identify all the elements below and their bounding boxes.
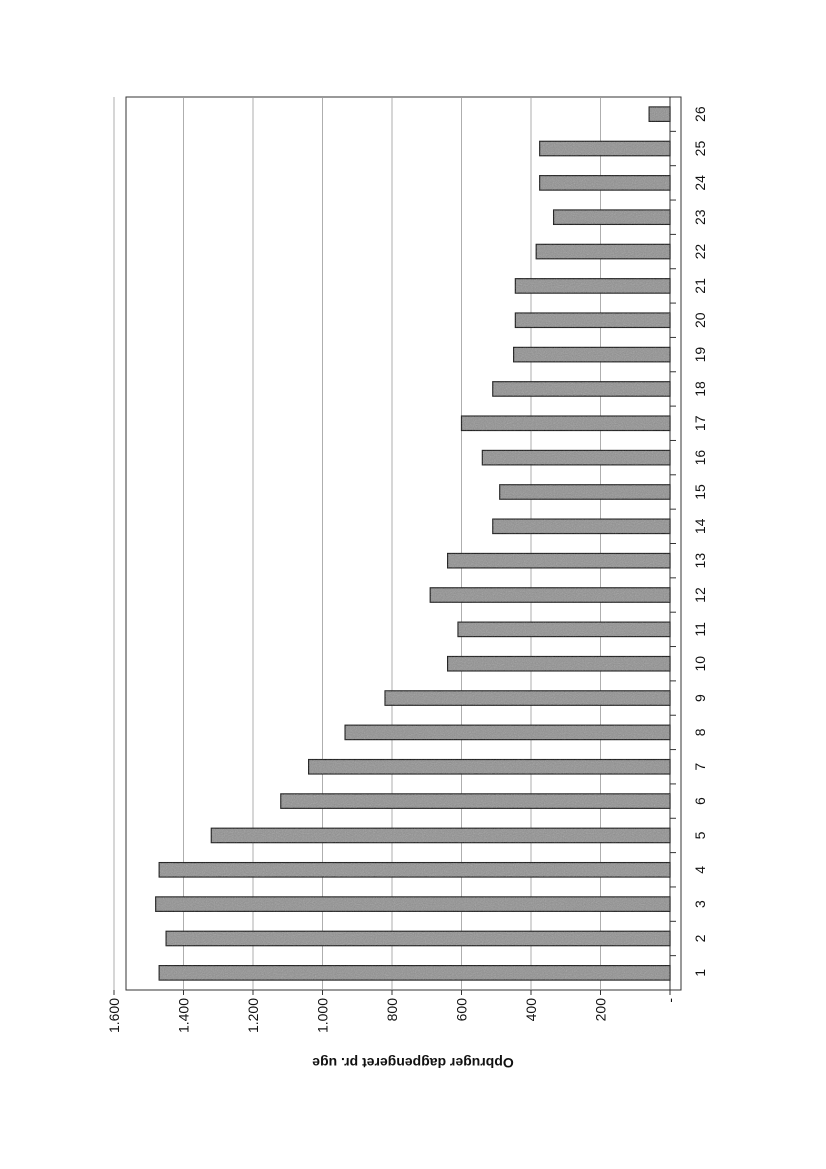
category-tick-label: 1 xyxy=(692,968,708,977)
bar-texture xyxy=(385,691,670,705)
bar-texture xyxy=(515,313,670,327)
value-axis-label: Opbruger dagpengeret pr. uge xyxy=(312,1055,514,1071)
category-tick-label: 15 xyxy=(692,484,708,500)
category-tick-label: 25 xyxy=(692,140,708,157)
category-axis xyxy=(670,106,708,990)
value-tick-label: 800 xyxy=(384,998,400,1022)
bar-texture xyxy=(493,382,670,396)
bar-texture xyxy=(554,210,670,224)
bar-texture xyxy=(309,760,670,774)
category-tick-label: 4 xyxy=(692,865,708,874)
bar-texture xyxy=(536,244,670,258)
value-tick-label: 1.000 xyxy=(314,998,331,1034)
bar-texture xyxy=(649,107,670,121)
bar-texture xyxy=(159,966,670,980)
category-tick-label: 8 xyxy=(692,728,708,737)
category-tick-label: 18 xyxy=(692,381,708,397)
bar-texture xyxy=(540,141,670,155)
category-tick-label: 26 xyxy=(692,106,708,122)
bar-texture xyxy=(156,897,670,911)
category-tick-label: 13 xyxy=(692,552,708,569)
bar-texture xyxy=(448,656,670,670)
value-tick-label: 200 xyxy=(592,998,609,1022)
category-tick-label: 9 xyxy=(692,694,708,702)
bar-texture xyxy=(462,416,671,430)
grid-lines xyxy=(114,97,670,990)
category-tick-label: 23 xyxy=(692,209,708,226)
category-tick-label: 11 xyxy=(692,622,708,637)
category-tick-label: 22 xyxy=(692,243,708,260)
category-tick-label: 5 xyxy=(692,831,708,840)
bar-texture xyxy=(211,828,670,842)
bar-texture xyxy=(448,553,670,567)
category-tick-label: 20 xyxy=(692,312,708,329)
value-tick-label: 1.400 xyxy=(175,998,192,1034)
value-tick-label: 1.200 xyxy=(245,998,261,1034)
bars xyxy=(156,107,670,980)
value-tick-label: 1.600 xyxy=(106,998,122,1034)
value-tick-label: 400 xyxy=(523,998,539,1022)
category-tick-label: 2 xyxy=(692,934,708,943)
bar-texture xyxy=(500,485,670,499)
bar-texture xyxy=(281,794,670,808)
plot-frame xyxy=(126,97,681,990)
bar-texture xyxy=(345,725,670,739)
bar-texture xyxy=(430,588,670,602)
bar-texture xyxy=(493,519,670,533)
category-tick-label: 21 xyxy=(692,278,708,294)
category-tick-label: 14 xyxy=(692,518,708,535)
bar-texture xyxy=(514,347,670,361)
category-tick-label: 17 xyxy=(692,415,708,432)
plot-area xyxy=(106,97,708,1033)
category-tick-label: 6 xyxy=(692,797,708,805)
category-tick-label: 19 xyxy=(692,346,708,363)
bar-texture xyxy=(515,279,670,293)
category-tick-label: 16 xyxy=(692,449,708,466)
bar-texture xyxy=(166,931,670,945)
bar-texture xyxy=(482,450,670,464)
category-tick-label: 7 xyxy=(692,762,708,771)
bar-texture xyxy=(540,176,670,190)
value-tick-label: - xyxy=(662,998,678,1003)
category-tick-label: 12 xyxy=(692,587,708,603)
value-axis xyxy=(106,990,678,1033)
category-tick-label: 24 xyxy=(692,175,708,191)
category-tick-label: 10 xyxy=(692,655,708,672)
bar-texture xyxy=(159,863,670,877)
value-tick-label: 600 xyxy=(453,998,470,1022)
bar-texture xyxy=(458,622,670,636)
category-tick-label: 3 xyxy=(692,900,708,909)
